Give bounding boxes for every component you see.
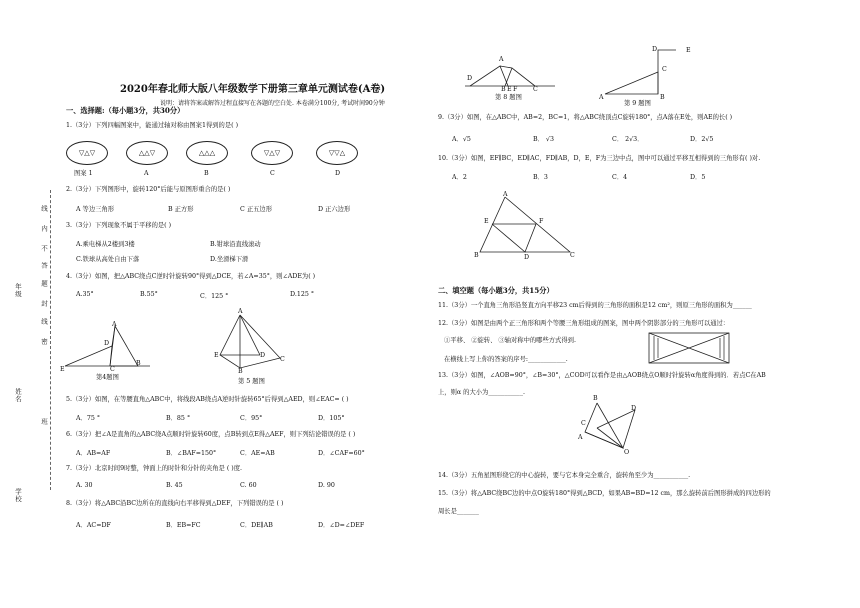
pattern-ellipse (126, 141, 168, 165)
pattern-ellipse (186, 141, 228, 165)
fig-label: D (104, 340, 110, 347)
question-9: 9.（3分）如图，在△ABC中，AB=2，BC=1，将△ABC绕顶点C旋转180°，点A落在E处，则AE的长( ) (438, 114, 733, 121)
pattern-shapes: △△▽ (138, 149, 156, 157)
option: B．∠BAF=150° (166, 450, 217, 457)
option: C.铁球从高处自由下落 (76, 256, 140, 263)
option: B． √3 (533, 136, 554, 143)
margin-label-grade: 年级 (14, 283, 22, 298)
option: D. 90 (318, 482, 335, 489)
fig-label: B (474, 252, 479, 259)
option: D．∠CAF=60° (318, 450, 365, 457)
fig-label: B (660, 94, 665, 101)
section-heading: 二、填空题（每小题3分，共15分） (438, 286, 554, 295)
option: B. 45 (166, 482, 183, 489)
fig-label: B (501, 86, 506, 93)
figure-12 (648, 332, 730, 364)
question-12-choices: ①平移、 ②旋转、 ③轴对称中的哪些方式得到. (444, 337, 576, 344)
figure-5 (215, 310, 285, 380)
question-4: 4.（3分）如图，把△ABC绕点C逆时针旋转90°得到△DCE，若∠A=35°，则∠ADE为( ) (66, 273, 316, 280)
pattern-ellipse (251, 141, 293, 165)
question-7: 7.（3分）北京时间9时整，钟面上的时针和分针的夹角是 ( )度. (66, 465, 243, 472)
option: D.坐滑梯下滑 (210, 256, 249, 263)
pattern-shapes: ▽△▽ (78, 149, 96, 157)
figure-caption: 第 5 题图 (238, 378, 265, 385)
option: C．95° (240, 415, 263, 422)
margin-char: 封 (40, 300, 48, 308)
fig-label: F (513, 86, 518, 93)
option: B．EB=FC (166, 522, 201, 529)
pattern-ellipse (316, 141, 358, 165)
option: A.35° (76, 291, 94, 298)
fig-label: D (631, 405, 637, 412)
pattern-ellipse (66, 141, 108, 165)
question-15-cont: 周长是_______ (438, 508, 479, 515)
question-14: 14.（3分）五角星图形绕它的中心旋转，要与它本身完全重合，旋转角至少为___________. (438, 472, 691, 479)
question-3: 3.（3分）下列现象不属于平移的是( ) (66, 222, 172, 229)
fig-label: O (624, 449, 630, 456)
fig-label: C (581, 420, 586, 427)
fig-label: E (484, 218, 489, 225)
fig-label: C (280, 356, 285, 363)
question-11: 11.（3分）一个直角三角形沿竖直方向平移23 cm后得到的三角形的面积是12 cm²，则原三角形的面积为______ (438, 302, 752, 309)
option: D．5 (690, 174, 706, 181)
fig-label: E (686, 47, 691, 54)
question-8: 8.（3分）将△ABC沿BC边所在的直线向右平移得到△DEF，下列错误的是 ( ) (66, 500, 284, 507)
fig-label: D (260, 352, 266, 359)
margin-label-class: 班 (40, 418, 48, 426)
pattern-label: A (144, 170, 149, 177)
option: C. 60 (240, 482, 257, 489)
margin-char: 不 (40, 245, 48, 253)
fig-label: A (112, 321, 117, 328)
question-6: 6.（3分）把∠A是直角的△ABC绕A点顺时针旋转60度，点B转到点E得△AEF，则下列结论错误的是 ( ) (66, 431, 356, 438)
page-title: 2020年春北师大版八年级数学下册第三章单元测试卷(A卷) (120, 84, 386, 95)
pattern-shapes: ▽△▽ (263, 149, 281, 157)
margin-char: 密 (40, 338, 48, 346)
figure-caption: 第 8 题图 (495, 94, 522, 101)
fig-label: B (593, 395, 598, 402)
fig-label: A (238, 308, 243, 315)
question-5: 5.（3分）如图，在等腰直角△ABC中，将线段AB绕点A逆时针旋转65°后得到△AED，则∠EAC= ( ) (66, 396, 349, 403)
option: C．DE∥AB (240, 522, 273, 529)
question-2: 2.（3分）下列图形中，旋转120°后能与原图形重合的是( ) (66, 186, 231, 193)
fig-label: C (533, 86, 538, 93)
margin-label-name: 姓名 (14, 388, 22, 403)
question-1: 1.（3分）下列四幅图案中，能通过轴对称由图案1得到的是( ) (66, 122, 239, 129)
fig-label: C (662, 66, 667, 73)
figure-caption: 第 9 题图 (624, 100, 651, 107)
margin-char: 线 (40, 318, 48, 326)
fig-label: A (599, 94, 604, 101)
figure-9 (600, 44, 680, 100)
margin-char: 题 (40, 280, 48, 288)
option: C． 2√3． (612, 136, 644, 143)
option: A．√5 (452, 136, 471, 143)
instructions: 说明：请将答案或解答过程直接写在各题的空白处. 本卷满分100分, 考试时间90分钟 (160, 100, 385, 107)
fig-label: A (499, 56, 504, 63)
option: D．105° (318, 415, 345, 422)
option: A．AB=AF (76, 450, 111, 457)
option: C．125 ° (200, 293, 229, 300)
fig-label: A (503, 191, 508, 198)
option: C 正五边形 (240, 206, 273, 213)
fig-label: E (60, 366, 65, 373)
pattern-shapes: △△△ (198, 149, 216, 157)
question-12: 12.（3分）如图是由两个正三角形和两个等腰三角形组成的图案，图中两个阴影部分的三角形可以通过： (438, 320, 730, 327)
margin-char: 答 (40, 262, 48, 270)
option: D 正六边形 (318, 206, 351, 213)
pattern-label: 图案 1 (74, 170, 93, 177)
option: B.55° (140, 291, 158, 298)
option: A．2 (452, 174, 467, 181)
margin-char: 线 (40, 205, 48, 213)
fig-label: E (507, 86, 512, 93)
fig-label: F (539, 218, 544, 225)
option: A.乘电梯从2楼到3楼 (76, 241, 135, 248)
question-12-fill: 在横线上写上你的答案的序号:____________. (444, 356, 568, 363)
fig-label: C (570, 252, 575, 259)
question-10: 10.（3分）如图，EF∥BC，ED∥AC，FD∥AB，D，E，F为三边中点，图中可以通过平移互相得到的三角形有( )对. (438, 155, 761, 162)
option: C．AE=AB (240, 450, 275, 457)
option: A．75 ° (76, 415, 101, 422)
option: C．4 (612, 174, 628, 181)
fig-label: D (524, 254, 530, 261)
option: D.125 ° (290, 291, 314, 298)
question-13-cont: 上，则α 的大小为___________. (438, 389, 525, 396)
option: A. 30 (76, 482, 93, 489)
fig-label: C (110, 366, 115, 373)
fig-label: B (136, 360, 141, 367)
option: D．2√5 (690, 136, 714, 143)
option: B 正方形 (168, 206, 194, 213)
figure-caption: 第4题图 (96, 374, 119, 381)
option: A．AC=DF (76, 522, 111, 529)
question-15: 15.（3分）将△ABC绕BC边的中点O旋转180°得到△BCD，如果AB=BD=12 cm，那么旋转前后图形拼成的四边形的 (438, 490, 771, 497)
fig-label: A (578, 434, 583, 441)
margin-char: 内 (40, 225, 48, 233)
option: B．3 (533, 174, 548, 181)
option: A 等边三角形 (76, 206, 115, 213)
option: B．85 ° (166, 415, 191, 422)
question-13: 13.（3分）如图，∠AOB=90°，∠B=30°，△COD可以看作是由△AOB绕点O顺时针旋转α角度得到的．若点C在AB (438, 372, 766, 379)
pattern-label: C (270, 170, 275, 177)
option: D．∠D=∠DEF (318, 522, 365, 529)
margin-label-school: 学校 (14, 488, 22, 503)
binding-line (50, 190, 51, 490)
pattern-label: D (335, 170, 341, 177)
fig-label: E (214, 352, 219, 359)
pattern-shapes: ▽▽△ (328, 149, 346, 157)
fig-label: B (238, 368, 243, 375)
option: B.钳球沿直线滚动 (210, 241, 261, 248)
fig-label: D (467, 75, 473, 82)
pattern-label: B (204, 170, 209, 177)
section-heading: 一、选择题:（每小题3分，共30分） (66, 106, 185, 115)
fig-label: D (652, 46, 658, 53)
